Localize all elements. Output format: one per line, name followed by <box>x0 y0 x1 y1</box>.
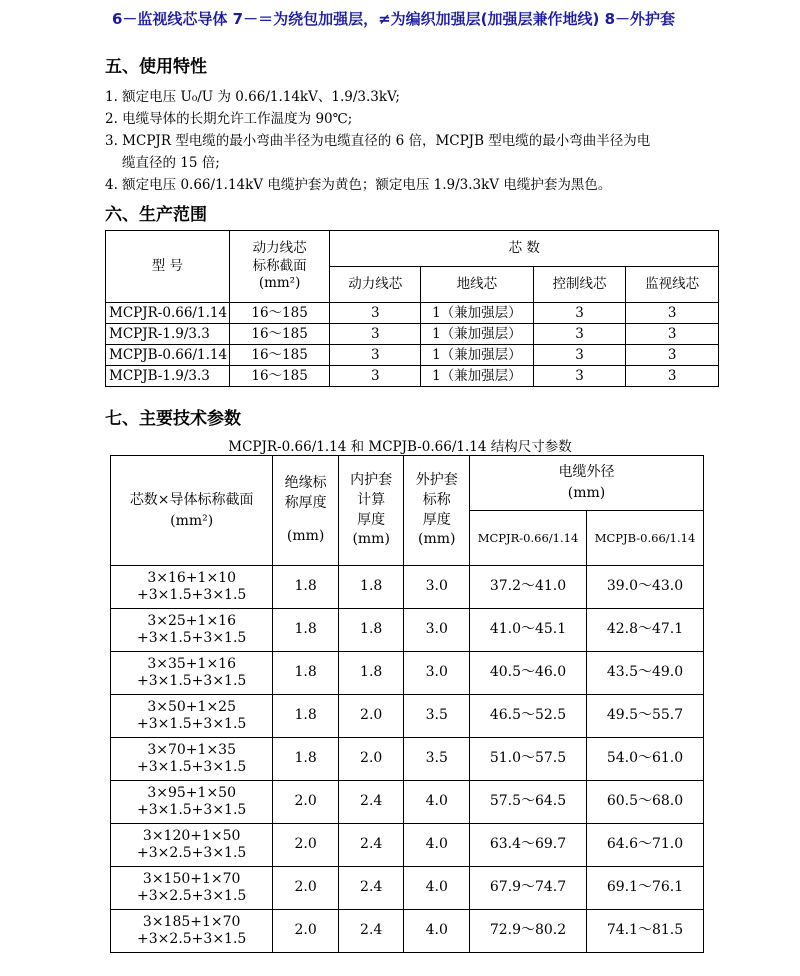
col-area-header <box>229 231 330 303</box>
structure-params-table <box>110 455 704 953</box>
inner-cell: 2.0 <box>338 738 404 781</box>
od-mcpjr-cell: 67.9～74.7 <box>470 867 587 910</box>
outer-header-unit: (mm) <box>417 531 456 548</box>
col-monitor-header: 监视线芯 <box>626 267 719 303</box>
od-mcpjr-cell: 51.0～57.5 <box>470 738 587 781</box>
col-od-mcpjr-header: MCPJR-0.66/1.14 <box>470 511 587 566</box>
model-cell: MCPJR-1.9/3.3 <box>106 324 230 345</box>
table-row <box>111 566 704 609</box>
outer-cell: 4.0 <box>404 824 470 867</box>
area-header-line1: 动力线芯 <box>252 240 307 257</box>
od-mcpjb-cell: 74.1～81.5 <box>586 910 703 953</box>
col-outer-sheath-header <box>404 456 470 566</box>
col-od-mcpjb-header: MCPJB-0.66/1.14 <box>586 511 703 566</box>
table-row <box>111 824 704 867</box>
core-area-cell: 3×120+1×50 +3×2.5+3×1.5 <box>111 824 273 867</box>
inner-header-line2: 计算 <box>357 491 386 508</box>
core-area-cell: 3×150+1×70 +3×2.5+3×1.5 <box>111 867 273 910</box>
table-row <box>106 324 719 345</box>
ground-cell: 1（兼加强层） <box>421 303 534 324</box>
section-6-title: 六、生产范围 <box>105 205 207 225</box>
col-ground-header: 地线芯 <box>421 267 534 303</box>
control-cell: 3 <box>533 303 626 324</box>
monitor-cell: 3 <box>626 303 719 324</box>
table-row <box>111 738 704 781</box>
core-area-cell: 3×25+1×16 +3×1.5+3×1.5 <box>111 609 273 652</box>
inner-cell: 1.8 <box>338 566 404 609</box>
power-cell: 3 <box>330 366 421 387</box>
core-area-cell: 3×95+1×50 +3×1.5+3×1.5 <box>111 781 273 824</box>
section-7-title: 七、主要技术参数 <box>105 409 241 429</box>
outer-cell: 3.0 <box>404 652 470 695</box>
od-mcpjb-cell: 60.5～68.0 <box>586 781 703 824</box>
power-cell: 3 <box>330 303 421 324</box>
table-row <box>111 781 704 824</box>
od-mcpjb-cell: 64.6～71.0 <box>586 824 703 867</box>
ins-cell: 1.8 <box>273 738 339 781</box>
table-row <box>111 910 704 953</box>
area-cell: 16～185 <box>229 366 330 387</box>
outer-cell: 4.0 <box>404 910 470 953</box>
control-cell: 3 <box>533 324 626 345</box>
inner-cell: 2.4 <box>338 781 404 824</box>
area-cell: 16～185 <box>229 345 330 366</box>
ins-cell: 1.8 <box>273 695 339 738</box>
col-outer-diameter-header <box>470 456 704 511</box>
outer-cell: 3.0 <box>404 609 470 652</box>
od-mcpjb-cell: 43.5～49.0 <box>586 652 703 695</box>
col-control-header: 控制线芯 <box>533 267 626 303</box>
table-row <box>111 695 704 738</box>
inner-cell: 2.4 <box>338 867 404 910</box>
ins-cell: 2.0 <box>273 867 339 910</box>
spec-item-2: 2. 电缆导体的长期允许工作温度为 90℃; <box>105 111 353 127</box>
table-row <box>111 867 704 910</box>
outer-header-line2: 标称 <box>422 491 451 508</box>
inner-cell: 2.0 <box>338 695 404 738</box>
od-mcpjb-cell: 49.5～55.7 <box>586 695 703 738</box>
ins-header-line2: 称厚度 <box>284 494 327 511</box>
ins-cell: 1.8 <box>273 566 339 609</box>
core-area-header-line1: 芯数×导体标称截面 <box>129 491 254 508</box>
core-area-header-unit: (mm²) <box>170 512 214 529</box>
od-mcpjr-cell: 46.5～52.5 <box>470 695 587 738</box>
ins-cell: 1.8 <box>273 609 339 652</box>
od-mcpjb-cell: 69.1～76.1 <box>586 867 703 910</box>
ground-cell: 1（兼加强层） <box>421 366 534 387</box>
inner-header-unit: (mm) <box>352 531 390 548</box>
production-range-table <box>105 230 719 387</box>
model-cell: MCPJB-0.66/1.14 <box>106 345 230 366</box>
ins-cell: 1.8 <box>273 652 339 695</box>
legend-line: 6－监视线芯导体 7－＝为绕包加强层，≠为编织加强层(加强层兼作地线) 8－外护套 <box>112 10 676 28</box>
od-mcpjr-cell: 72.9～80.2 <box>470 910 587 953</box>
control-cell: 3 <box>533 366 626 387</box>
od-mcpjb-cell: 42.8～47.1 <box>586 609 703 652</box>
ins-cell: 2.0 <box>273 910 339 953</box>
power-cell: 3 <box>330 345 421 366</box>
outer-header-line3: 厚度 <box>422 511 451 528</box>
od-mcpjr-cell: 40.5～46.0 <box>470 652 587 695</box>
od-mcpjb-cell: 39.0～43.0 <box>586 566 703 609</box>
table-row <box>106 366 719 387</box>
model-cell: MCPJB-1.9/3.3 <box>106 366 230 387</box>
od-mcpjr-cell: 57.5～64.5 <box>470 781 587 824</box>
monitor-cell: 3 <box>626 366 719 387</box>
outer-cell: 4.0 <box>404 867 470 910</box>
col-core-area-header <box>111 456 273 566</box>
od-header-unit: (mm) <box>567 485 606 501</box>
inner-cell: 2.4 <box>338 824 404 867</box>
core-area-cell: 3×50+1×25 +3×1.5+3×1.5 <box>111 695 273 738</box>
monitor-cell: 3 <box>626 345 719 366</box>
outer-cell: 4.0 <box>404 781 470 824</box>
col-model-header: 型 号 <box>106 231 230 303</box>
outer-cell: 3.5 <box>404 738 470 781</box>
spec-item-1: 1. 额定电压 U₀/U 为 0.66/1.14kV、1.9/3.3kV; <box>105 89 400 105</box>
area-cell: 16～185 <box>229 303 330 324</box>
ground-cell: 1（兼加强层） <box>421 324 534 345</box>
col-power-header: 动力线芯 <box>330 267 421 303</box>
outer-header-line1: 外护套 <box>415 472 458 489</box>
inner-header-line1: 内护套 <box>350 472 393 489</box>
col-cores-header: 芯 数 <box>330 231 719 267</box>
table-row <box>106 345 719 366</box>
outer-cell: 3.0 <box>404 566 470 609</box>
ins-cell: 2.0 <box>273 824 339 867</box>
od-mcpjr-cell: 41.0～45.1 <box>470 609 587 652</box>
monitor-cell: 3 <box>626 324 719 345</box>
area-cell: 16～185 <box>229 324 330 345</box>
spec-item-3: 3. MCPJR 型电缆的最小弯曲半径为电缆直径的 6 倍，MCPJB 型电缆的最小弯曲半径为电 <box>105 133 651 149</box>
core-area-cell: 3×16+1×10 +3×1.5+3×1.5 <box>111 566 273 609</box>
ins-header-unit: (mm) <box>286 528 325 545</box>
spec-item-3-cont: 缆直径的 15 倍; <box>122 155 220 171</box>
col-inner-sheath-header <box>338 456 404 566</box>
inner-header-line3: 厚度 <box>357 511 386 528</box>
od-header-line1: 电缆外径 <box>558 464 615 480</box>
area-header-line2: 标称截面 <box>252 257 307 274</box>
outer-cell: 3.5 <box>404 695 470 738</box>
table-row <box>111 652 704 695</box>
core-area-cell: 3×185+1×70 +3×2.5+3×1.5 <box>111 910 273 953</box>
power-cell: 3 <box>330 324 421 345</box>
model-cell: MCPJR-0.66/1.14 <box>106 303 230 324</box>
spec-item-4: 4. 额定电压 0.66/1.14kV 电缆护套为黄色；额定电压 1.9/3.3kV 电缆护套为黑色。 <box>105 177 612 193</box>
ins-cell: 2.0 <box>273 781 339 824</box>
table-row <box>106 303 719 324</box>
inner-cell: 2.4 <box>338 910 404 953</box>
od-mcpjr-cell: 37.2～41.0 <box>470 566 587 609</box>
table-caption: MCPJR-0.66/1.14 和 MCPJB-0.66/1.14 结构尺寸参数 <box>228 439 572 455</box>
ins-header-line1: 绝缘标 <box>284 475 327 492</box>
ground-cell: 1（兼加强层） <box>421 345 534 366</box>
core-area-cell: 3×70+1×35 +3×1.5+3×1.5 <box>111 738 273 781</box>
table-row <box>111 609 704 652</box>
section-5-title: 五、使用特性 <box>105 57 207 77</box>
od-mcpjb-cell: 54.0～61.0 <box>586 738 703 781</box>
inner-cell: 1.8 <box>338 609 404 652</box>
core-area-cell: 3×35+1×16 +3×1.5+3×1.5 <box>111 652 273 695</box>
od-mcpjr-cell: 63.4～69.7 <box>470 824 587 867</box>
inner-cell: 1.8 <box>338 652 404 695</box>
control-cell: 3 <box>533 345 626 366</box>
area-header-unit: (mm²) <box>258 275 301 292</box>
col-insulation-header <box>273 456 339 566</box>
